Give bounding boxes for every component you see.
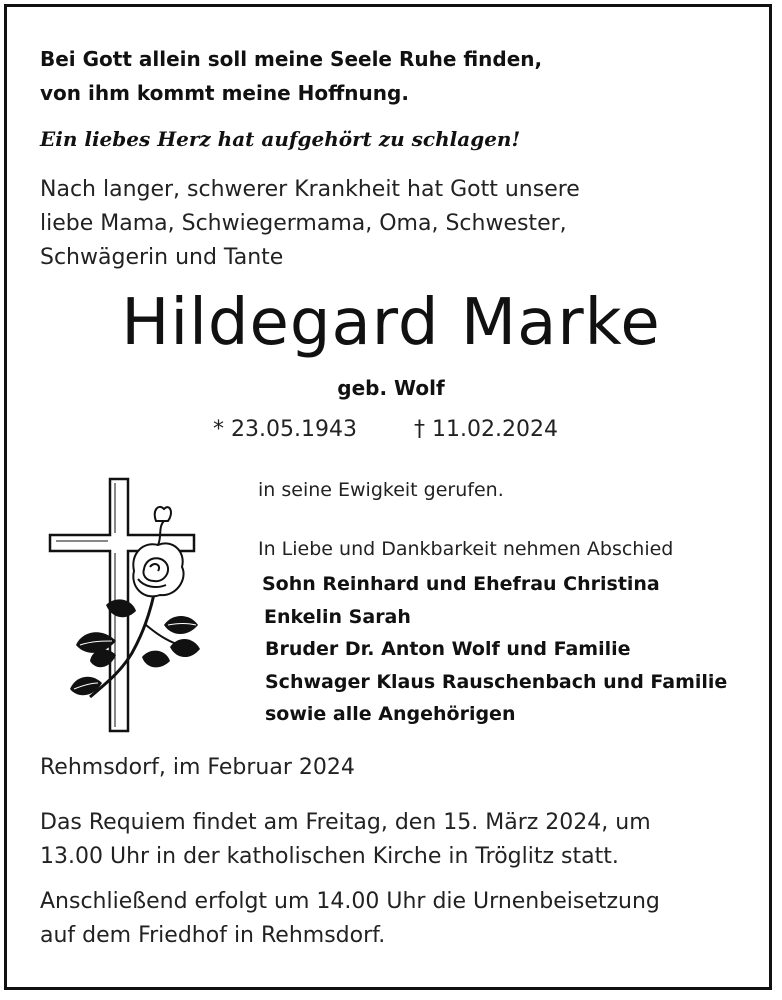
eternity-line: in seine Ewigkeit gerufen. (258, 479, 504, 501)
place-date: Rehmsdorf, im Februar 2024 (40, 755, 355, 780)
requiem-line: Das Requiem findet am Freitag, den 15. März 2024, um (40, 810, 651, 835)
mourner-item: Enkelin Sarah (264, 605, 411, 628)
birth-name: geb. Wolf (337, 376, 445, 400)
intro-text (40, 173, 580, 275)
mourner-item: sowie alle Angehörigen (265, 703, 516, 725)
heart-line: Ein liebes Herz hat aufgehört zu schlagen! (40, 127, 521, 151)
farewell-line: In Liebe und Dankbarkeit nehmen Abschied (258, 538, 674, 560)
deceased-name: Hildegard Marke (121, 286, 661, 360)
intro-line: Schwägerin und Tante (40, 245, 284, 270)
birth-date: * 23.05.1943 (213, 417, 357, 442)
requiem-text (40, 806, 651, 874)
mourners-list (262, 568, 727, 731)
verse-line: von ihm kommt meine Hoffnung. (40, 81, 409, 105)
bible-verse (40, 42, 542, 110)
requiem-line: 13.00 Uhr in der katholischen Kirche in Tröglitz statt. (40, 844, 619, 869)
mourner-item: Schwager Klaus Rauschenbach und Familie (265, 670, 728, 693)
burial-text (40, 885, 660, 953)
verse-line: Bei Gott allein soll meine Seele Ruhe finden, (40, 47, 543, 71)
mourner-item: Sohn Reinhard und Ehefrau Christina (262, 573, 660, 595)
cross-with-rose-icon (46, 475, 206, 737)
mourner-item: Bruder Dr. Anton Wolf und Familie (265, 638, 631, 660)
intro-line: liebe Mama, Schwiegermama, Oma, Schwester, (40, 211, 567, 236)
intro-line: Nach langer, schwerer Krankheit hat Gott unsere (40, 177, 580, 202)
burial-line: auf dem Friedhof in Rehmsdorf. (40, 923, 386, 948)
death-date: † 11.02.2024 (414, 417, 558, 442)
burial-line: Anschließend erfolgt um 14.00 Uhr die Urnenbeisetzung (40, 889, 660, 914)
